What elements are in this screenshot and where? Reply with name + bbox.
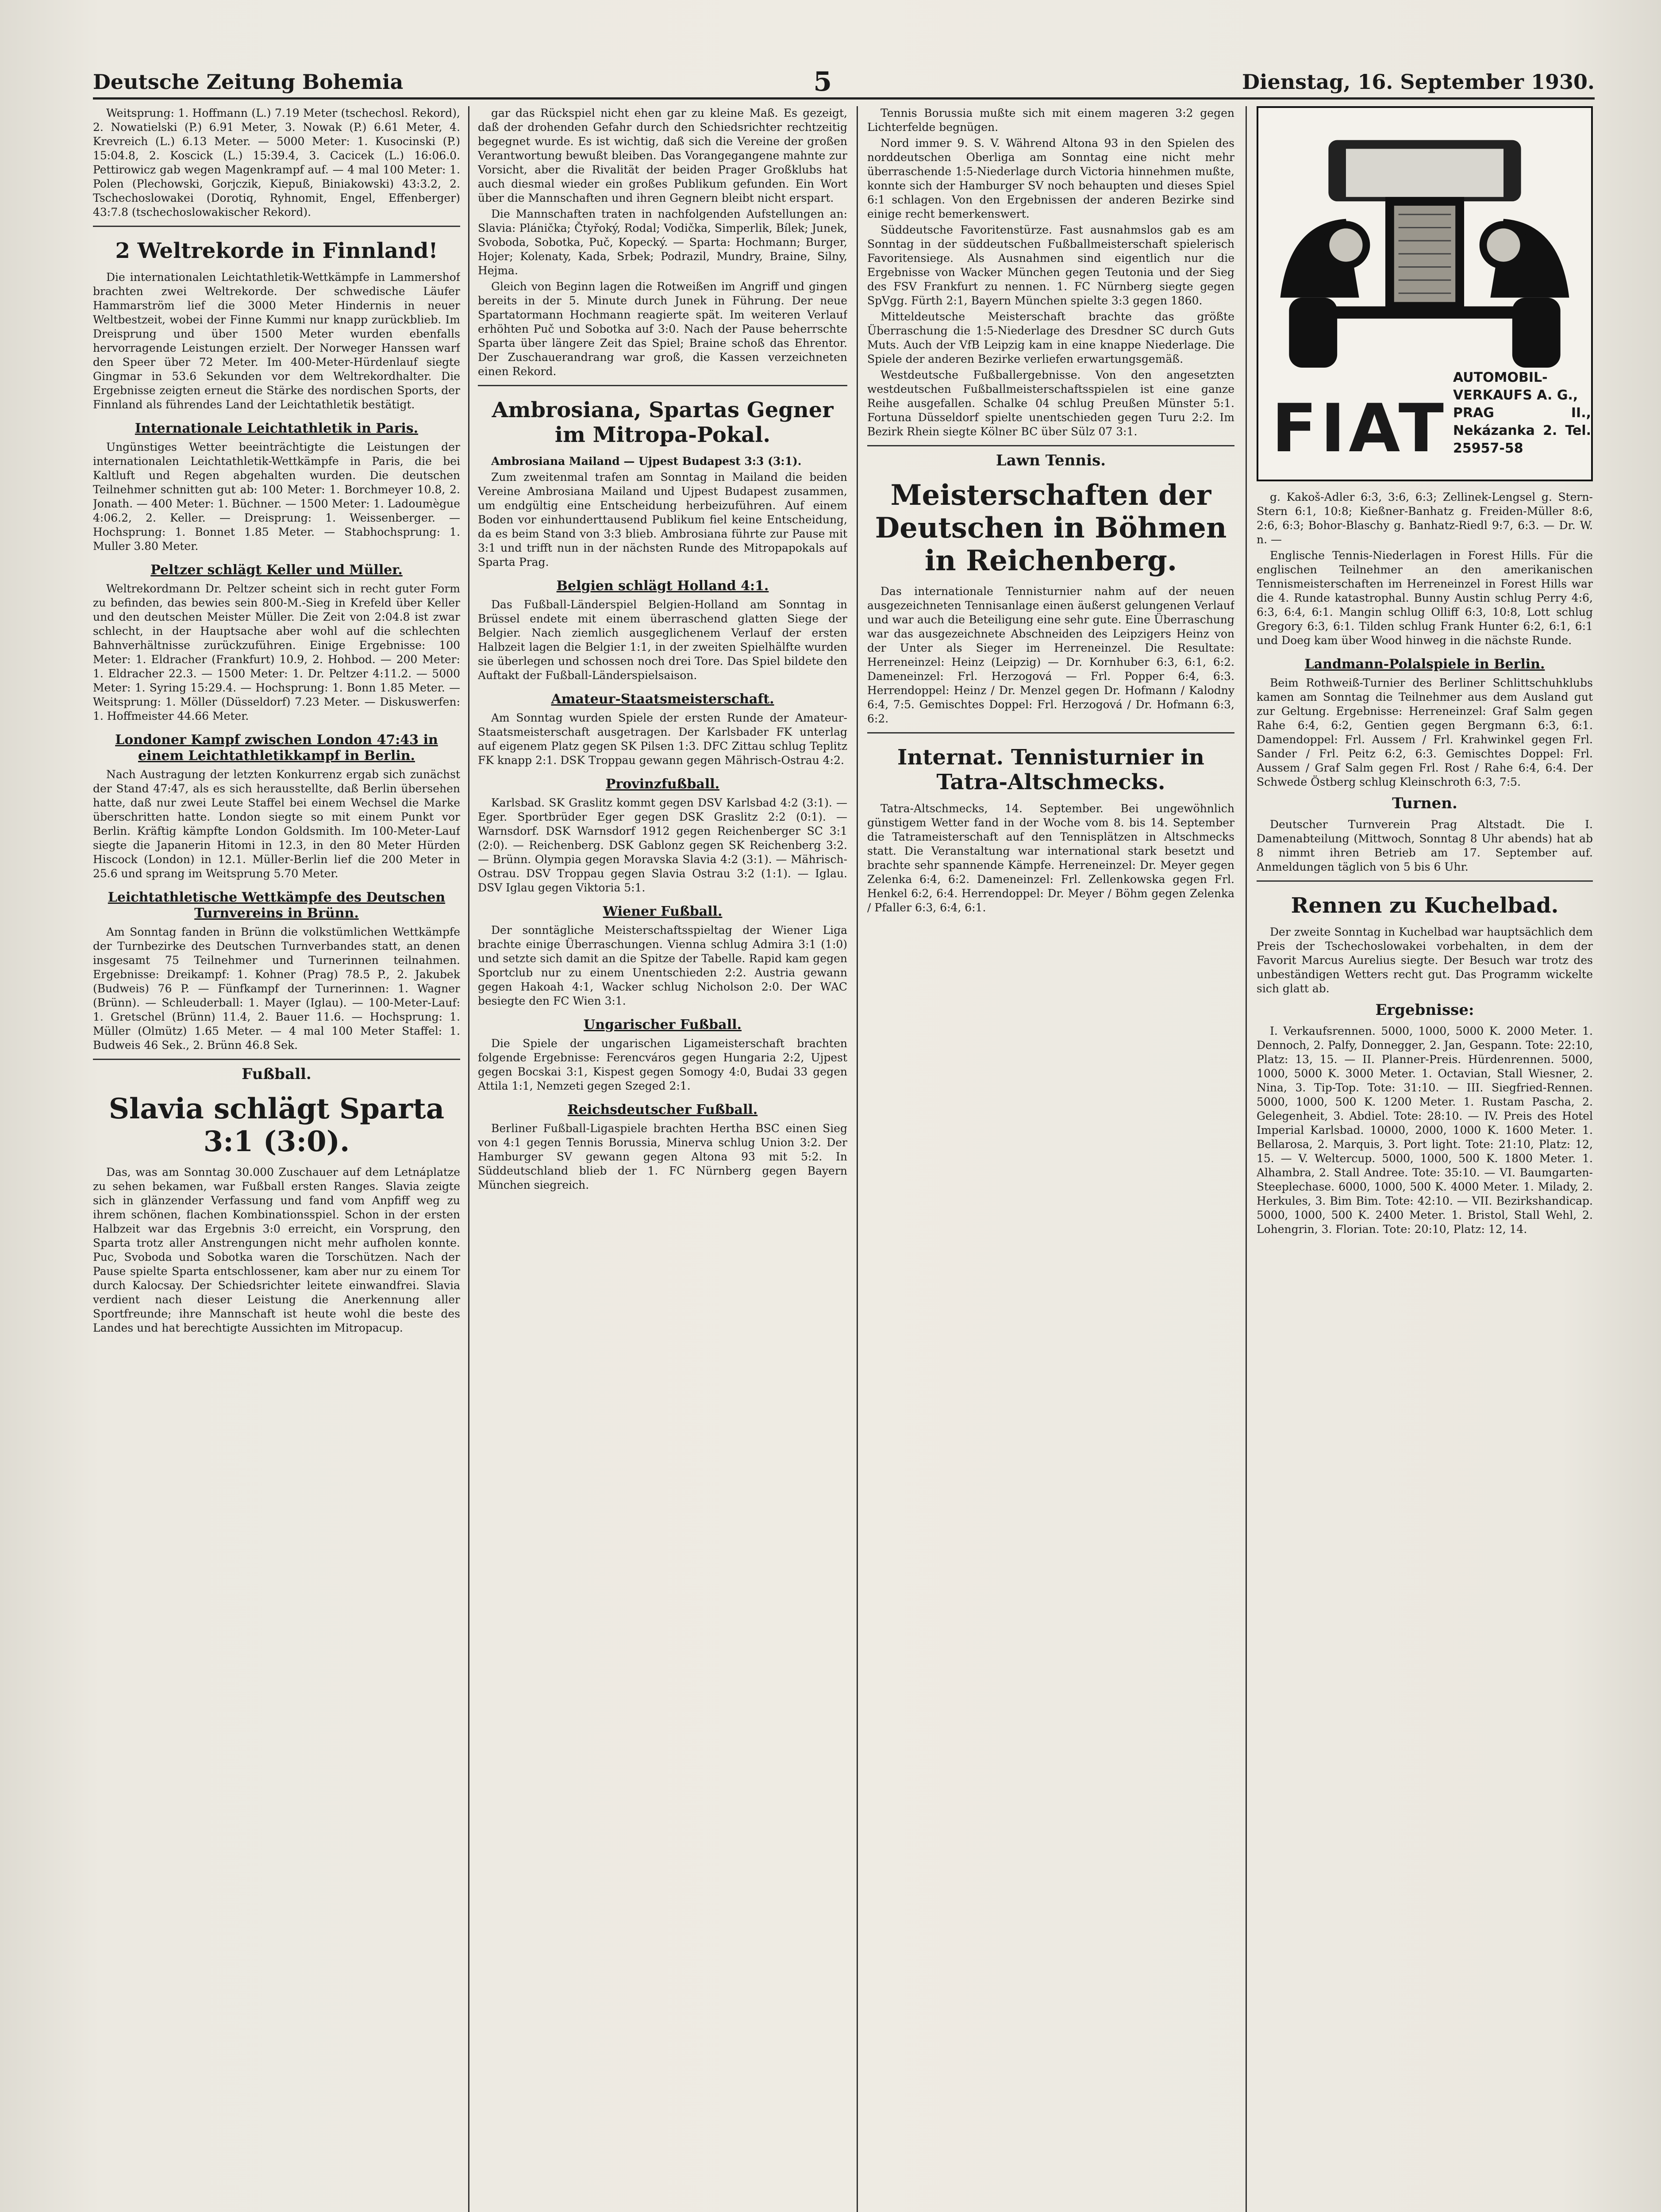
headline-ambrosiana: Ambrosiana, Spartas Gegner im Mitropa-Pokal. [492,398,834,447]
article-text: I. Verkaufsrennen. 5000, 1000, 5000 K. 2000 Meter. 1. Dennoch, 2. Palfy, Donnegger, 2. Jan, Gespann. Tote: 22:10, Platz: 13, 15. — II. Planner-Preis. Hürdenrennen. 5000, 1000, 5000 K. 3000 Meter. 1. Octavian, Stall Wiesner, 2. Nina, 3. Tip-Top. Tote: 31:10. — III. Siegfried-Rennen. 5000, 1000, 500 K. 1200 Meter. 1. Rustam Pascha, 2. Gelegenheit, 3. Abdiel. Tote: 28:10. — IV. Preis des Hotel Imperial Karlsbad. 10000, 2000, 1000 K. 1600 Meter. 1. Bellarosa, 2. Marquis, 3. Port light. Tote: 21:10, Platz: 12, 15. — V. Weltercup. 5000, 1000, 500 K. 1800 Meter. 1. Alhambra, 2. Stall Andree. Tote: 35:10. — VI. Baumgarten-Steeplechase. 6000, 1000, 500 K. 4000 Meter. 1. Milady, 2. Herkules, 3. Bim Bim. Tote: 42:10. — VII. Bezirkshandicap. 5000, 1000, 500 K. 2400 Meter. 1. Bristol, Stall Wehl, 2. Lohengrin, 3. Florian. Tote: 20:10, Platz: 12, 14. [1257,1025,1593,1236]
divider [867,445,1234,446]
article-text: Der sonntägliche Meisterschaftsspieltag der Wiener Liga brachte einige Überraschungen. Vienna schlug Admira 3:1 (1:0) und setzte sich damit an die Spitze der Tabelle. Rapid kam gegen Sportclub nur zu einem Unentschieden 2:2. Austria gewann gegen Hakoah 4:1, Wacker schlug Nicholson 2:0. Der WAC besiegte den FC Wien 3:1. [478,924,847,1007]
article-text: Das internationale Tennisturnier nahm auf der neuen ausgezeichneten Tennisanlage einen äußerst gelungenen Verlauf und war auch die Beteiligung eine sehr gute. Eine Überraschung war das ausgezeichnete Abschneiden des Leipzigers Heinz von der Unter als Sieger im Herreneinzel. Die Resultate: Herreneinzel: Heinz (Leipzig) — Dr. Kornhuber 6:3, 6:1, 6:2. Dameneinzel: Frl. Herzogová — Frl. Popper 6:4, 6:3. Herrendoppel: Heinz / Dr. Menzel gegen Dr. Hofmann / Kalodny 6:4, 7:5. Gemischtes Doppel: Frl. Herzogová / Dr. Hofmann 6:3, 6:2. [867,585,1234,725]
article-text: Das, was am Sonntag 30.000 Zuschauer auf dem Letnáplatze zu sehen bekamen, war Fußball ersten Ranges. Slavia zeigte sich in glänzender Verfassung und fand vom Anpfiff weg zu ihrem schönen, flachen Kombinationsspiel. Schon in der ersten Halbzeit war das Ergebnis 3:0 erreicht, ein Vorsprung, den Sparta trotz aller Anstrengungen nicht mehr aufholen konnte. Puc, Svoboda und Sobotka waren die Torschützen. Nach der Pause spielte Sparta entschlossener, kam aber nur zu einem Tor durch Kalocsay. Der Schiedsrichter leitete einwandfrei. Slavia verdient nach dieser Leistung die Anerkennung aller Sportfreunde; ihre Mannschaft ist heute wohl die beste des Landes und hat berechtigte Aussichten im Mitropacup. [93,1166,460,1334]
article-text: Zum zweitenmal trafen am Sonntag in Mailand die beiden Vereine Ambrosiana Mailand und Ujpest Budapest zusammen, um endgültig eine Entscheidung herbeizuführen. Auf einem Boden vor einhunderttausend Publikum fiel keine Entscheidung, da es beim Stand von 3:3 blieb. Ambrosiana führte zur Pause mit 3:1 und trifft nun in der nächsten Runde des Mitropapokals auf Sparta Prag. [478,471,847,568]
subheadline-hungary: Ungarischer Fußball. [584,1017,742,1033]
subheadline-belgium: Belgien schlägt Holland 4:1. [556,578,769,594]
car-illustration [1263,112,1587,378]
subheadline-keller: Peltzer schlägt Keller und Müller. [150,562,403,578]
headline-finland: 2 Weltrekorde in Finnland! [115,238,438,263]
column-3 [867,106,1234,2212]
subheadline-brunn: Leichtathletische Wettkämpfe des Deutschen Turnvereins in Brünn. [108,890,446,921]
article-text: Ungünstiges Wetter beeinträchtigte die Leistungen der internationalen Leichtathletik-Wettkämpfe in Paris, die bei Kaltluft und Regen abgehalten wurden. Die deutschen Teilnehmer schnitten gut ab: 100 Meter: 1. Borchmeyer 10.8, 2. Jonath. — 400 Meter: 1. Büchner. — 1500 Meter: 1. Ladoumègue 4:06.2, 2. Keller. — Dreisprung: 1. Weissenberger. — Hochsprung: 1. Bonnet 1.85 Meter. — Stabhochsprung: 1. Muller 3.80 Meter. [93,441,460,553]
article-text: Nach Austragung der letzten Konkurrenz ergab sich zunächst der Stand 47:47, als es sich herausstellte, daß Berlin übersehen hatte, daß nur zwei Leute Staffel bei einem Wechsel die Marke überschritten hatte. London siegte so mit einem Punkt vor Berlin. Kräftig kämpfte London Goldsmith. Im 100-Meter-Lauf siegte die Japanerin Hitomi in 12.3, in den 80 Meter Hürden Hiscock (London) in 12.1. Müller-Berlin lief die 200 Meter in 25.6 und sprang im Weitsprung 5.70 Meter. [93,768,460,880]
article-text: Beim Rothweiß-Turnier des Berliner Schlittschuhklubs kamen am Sonntag die Teilnehmer aus dem Ausland gut zur Geltung. Ergebnisse: Herreneinzel: Graf Salm gegen Rahe 6:4, 6:2, Gentien gegen Bergmann 6:3, 6:1. Damendoppel: Frl. Aussem / Frl. Krahwinkel gegen Frl. Sander / Frl. Peitz 6:2, 6:3. Gemischtes Doppel: Frl. Aussem / Graf Salm gegen Frl. Rost / Rahe 6:4, 6:4. Der Schwede Östberg schlug Kleinschroth 6:3, 7:5. [1257,676,1593,788]
column-rule [857,106,858,2212]
subheadline-london: Londoner Kampf zwischen London 47:43 in einem Leichtathletikkampf in Berlin. [115,732,438,764]
article-text: Das Fußball-Länderspiel Belgien-Holland am Sonntag in Brüssel endete mit einem überraschend glatten Siege der Belgier. Nach ziemlich ausgeglichenem Verlauf der ersten Halbzeit lagen die Belgier 1:1, in der zweiten Spielhälfte wurden sie überlegen und schossen noch drei Tore. Das Spiel bildete den Auftakt der Fußball-Länderspielsaison. [478,598,847,682]
article-text: Deutscher Turnverein Prag Altstadt. Die I. Damenabteilung (Mittwoch, Sonntag 8 Uhr abends) hat ab 8 nimmt ihren Betrieb am 17. September auf. Anmeldungen täglich von 5 bis 6 Uhr. [1257,818,1593,873]
divider [93,1059,460,1060]
ad-location: PRAG II., Nekázanka 2. Tel. 25957-58 [1453,405,1591,456]
results-heading: Ergebnisse: [1375,1001,1474,1019]
article-text: Englische Tennis-Niederlagen in Forest Hills. Für die englischen Teilnehmer an den amerikanischen Tennismeisterschaften im Herreneinzel in Forest Hills war die 4. Runde katastrophal. Bunny Austin schlug Perry 4:6, 6:3, 6:4, 6:1. Mangin schlug Olliff 6:3, 10:8, Lott schlug Gregory 6:3, 6:1. Tilden schlug Frank Hunter 6:2, 6:1, 6:1 und Doeg kam über Wood hinweg in die nächste Runde. [1257,549,1593,647]
headline-racing: Rennen zu Kuchelbad. [1291,893,1559,918]
divider [93,226,460,227]
article-text: gar das Rückspiel nicht ehen gar zu kleine Maß. Es gezeigt, daß der drohenden Gefahr durch den Schiedsrichter rechtzeitig begegnet wurde. Es ist wichtig, daß sich die Vereine der großen Verantwortung bewußt bleiben. Das Vorangegangene mahnte zur Vorsicht, aber die Rivalität der beiden Prager Großklubs hat auch diesmal wieder ein großes Publikum gefunden. Ein Wort über die Mannschaften und ihren Gegnern bleibt nicht erspart. [478,107,847,204]
article-text: Westdeutsche Fußballergebnisse. Von den angesetzten westdeutschen Fußballmeisterschaftsspielen ist eine ganze Reihe ausgefallen. Schalke 04 schlug Preußen Münster 5:1. Fortuna Düsseldorf spielte unentschieden gegen Turu 2:2. Im Bezirk Rhein siegte Kölner BC über Sülz 07 3:1. [867,369,1234,438]
divider [1257,880,1593,882]
article-text: Der zweite Sonntag in Kuchelbad war hauptsächlich dem Preis der Tschechoslowakei vorbehalten, in dem der Favorit Marcus Aurelius siegte. Der Besuch war trotz des unbeständigen Wetters recht gut. Das Programm wickelte sich glatt ab. [1257,926,1593,995]
subheadline-paris: Internationale Leichtathletik in Paris. [135,421,419,436]
article-text: Weitsprung: 1. Hoffmann (L.) 7.19 Meter (tschechosl. Rekord), 2. Nowatielski (P.) 6.91 Meter, 3. Nowak (P.) 6.61 Meter, 4. Krevreich (L.) 6.13 Meter. — 5000 Meter: 1. Kusocinski (P.) 15:04.8, 2. Koscick (L.) 15:39.4, 3. Cacicek (L.) 16:06.0. Pettirowicz gab wegen Magenkrampf auf. — 4 mal 100 Meter: 1. Polen (Plechowski, Gorjczik, Kiepuß, Biniakowski) 43:3.2, 2. Tschechoslowakei (Dorotiq, Ryhnomit, Engel, Effenberger) 43:7.8 (tschechoslowakischer Rekord). [93,107,460,219]
article-text: Gleich von Beginn lagen die Rotweißen im Angriff und gingen bereits in der 5. Minute durch Junek in Führung. Der neue Spartatormann Hochmann reagierte spät. Im weiteren Verlauf erhöhten Puč und Sobotka auf 3:0. Nach der Pause beherrschte Sparta über längere Zeit das Spiel; Braine schoß das Ehrentor. Der Zuschauerandrang war groß, die Kassen verzeichneten einen Rekord. [478,280,847,378]
fiat-logo: FIAT [1272,390,1448,467]
column-rule [1246,106,1247,2212]
article-text: Weltrekordmann Dr. Peltzer scheint sich in recht guter Form zu befinden, das bewies sein 800-M.-Sieg in Krefeld über Keller und den deutschen Meister Müller. Die Zeit von 2:04.8 ist zwar schlecht, in der Hauptsache aber wohl auf die schlechten Bahnverhältnisse zurückzuführen. Einige Ergebnisse: 100 Meter: 1. Eldracher (Frankfurt) 10.9, 2. Hohbod. — 200 Meter: 1. Eldracher 22.3. — 1500 Meter: 1. Dr. Peltzer 4:11.2. — 5000 Meter: 1. Syring 15:29.4. — Hochsprung: 1. Bonn 1.85 Meter. — Weitsprung: 1. Möller (Düsseldorf) 7.23 Meter. — Diskuswerfen: 1. Hoffmeister 44.66 Meter. [93,582,460,722]
article-text: Am Sonntag fanden in Brünn die volkstümlichen Wettkämpfe der Turnbezirke des Deutschen Turnverbandes statt, an denen insgesamt 75 Teilnehmer und Turnerinnen teilnahmen. Ergebnisse: Dreikampf: 1. Kohner (Prag) 78.5 P., 2. Jakubek (Budweis) 76 P. — Fünfkampf der Turnerinnen: 1. Wagner (Brünn). — Schleuderball: 1. Mayer (Iglau). — 100-Meter-Lauf: 1. Gretschel (Brünn) 11.4, 2. Bauer 11.6. — Hochsprung: 1. Müller (Olmütz) 1.65 Meter. — 4 mal 100 Meter Staffel: 1. Budweis 46 Sek., 2. Brünn 46.8 Sek. [93,926,460,1052]
article-text: Nord immer 9. S. V. Während Altona 93 in den Spielen des norddeutschen Oberliga am Sonntag eine nicht mehr überraschende 1:5-Niederlage durch Victoria hinnehmen mußte, konnte sich der Hamburger SV noch behaupten und dieses Spiel 6:1 schlagen. Von den Ergebnissen der anderen Bezirke sind einige recht bemerkenswert. [867,137,1234,220]
article-text: Am Sonntag wurden Spiele der ersten Runde der Amateur-Staatsmeisterschaft ausgetragen. Der Karlsbader FK unterlag auf eigenem Platz gegen SK Pilsen 1:3. DFC Zittau schlug Teplitz FK knapp 2:1. DSK Troppau gewann gegen Mährisch-Ostrau 4:2. [478,711,847,767]
subheadline-province: Provinzfußball. [605,776,720,792]
subheadline-vienna: Wiener Fußball. [603,904,723,919]
section-lawn-tennis: Lawn Tennis. [996,452,1106,469]
article-text: Die internationalen Leichtathletik-Wettkämpfe in Lammershof brachten zwei Weltrekorde. Der schwedische Läufer Hammarström lief die 3000 Meter Hindernis in neuer Weltbestzeit, wobei der Finne Kummi nur knapp zurückblieb. Im Dreisprung und über 1500 Meter wurden ebenfalls hervorragende Leistungen erzielt. Der Norweger Hanssen warf den Speer über 72 Meter. Im 400-Meter-Hürdenlauf siegte Gingmar in 53.6 Sekunden vor dem Weltrekordhalter. Die Ergebnisse zeigten erneut die Stärke des nordischen Sports, der Finnland als führendes Land der Leichtathletik bestätigt. [93,271,460,411]
article-text: g. Kakoš-Adler 6:3, 3:6, 6:3; Zellinek-Lengsel g. Stern-Stern 6:1, 10:8; Kießner-Banhatz g. Freiden-Müller 8:6, 2:6, 6:3; Bohor-Blaschy g. Banhatz-Riedl 9:7, 6:3. — Dr. W. n. — [1257,491,1593,546]
match-line: Ambrosiana Mailand — Ujpest Budapest 3:3 (3:1). [491,455,802,468]
divider [867,732,1234,733]
article-text: Süddeutsche Favoritenstürze. Fast ausnahmslos gab es am Sonntag in der süddeutschen Fußballmeisterschaft spielerisch Favoritensiege. Als Ausnahmen sind eigentlich nur die Ergebnisse von Wacker München gegen Teutonia und der Sieg des FSV Frankfurt zu nennen. 1. FC Nürnberg siegte gegen SpVgg. Fürth 2:1, Bayern München spielte 3:3 gegen 1860. [867,223,1234,307]
headline-tatra: Internat. Tennisturnier in Tatra-Altschmecks. [897,745,1204,795]
headline-slavia: Slavia schlägt Sparta 3:1 (3:0). [108,1092,445,1158]
column-1 [93,106,460,2212]
section-gymnastics: Turnen. [1392,795,1457,812]
column-rule [468,106,469,2212]
article-text: Tennis Borussia mußte sich mit einem mageren 3:2 gegen Lichterfelde begnügen. [867,107,1234,134]
issue-date: Dienstag, 16. September 1930. [1242,70,1595,94]
ad-address [1453,369,1591,457]
newspaper-title: Deutsche Zeitung Bohemia [93,70,404,94]
article-text: Die Mannschaften traten in nachfolgenden Aufstellungen an: Slavia: Plánička; Čtyřoký, Rodal; Vodička, Simperlik, Bílek; Junek, Svoboda, Sobotka, Puč, Kopecký. — Sparta: Hochmann; Burger, Hojer; Kolenaty, Kada, Srbek; Podrazil, Mundry, Braine, Silny, Hejma. [478,207,847,277]
article-text: Karlsbad. SK Graslitz kommt gegen DSV Karlsbad 4:2 (3:1). — Eger. Sportbrüder Eger gegen DSK Graslitz 2:2 (0:1). — Warnsdorf. DSK Warnsdorf 1912 gegen Reichenberger SC 3:1 (2:0). — Reichenberg. DSK Gablonz gegen SK Reichenberg 3:2. — Brünn. Olympia gegen Moravska Slavia 4:2 (3:1). — Mährisch-Ostrau. DSV Troppau gegen Slavia Ostrau 3:2 (1:1). — Iglau. DSV Iglau gegen Viktoria 5:1. [478,796,847,894]
ad-company: AUTOMOBIL-VERKAUFS A. G., [1453,370,1578,403]
column-4 [1257,106,1593,2212]
subheadline-polo: Landmann-Polalspiele in Berlin. [1304,657,1545,672]
section-football: Fußball. [242,1065,311,1083]
subheadline-amateur: Amateur-Staatsmeisterschaft. [551,691,774,707]
headline-tennis-reichenberg: Meisterschaften der Deutschen in Böhmen in Reichenberg. [875,479,1227,577]
subheadline-reich: Reichsdeutscher Fußball. [567,1102,758,1118]
page-header [93,66,1595,100]
page-number: 5 [813,66,832,97]
article-text: Die Spiele der ungarischen Ligameisterschaft brachten folgende Ergebnisse: Ferencváros gegen Hungaria 2:2, Ujpest gegen Bocskai 3:1, Kispest gegen Somogy 4:0, Budai 33 gegen Attila 1:1, Nemzeti gegen Szeged 2:1. [478,1037,847,1092]
article-text: Berliner Fußball-Ligaspiele brachten Hertha BSC einen Sieg von 4:1 gegen Tennis Borussia, Minerva schlug Union 3:2. Der Hamburger SV gewann gegen Altona 93 mit 5:2. In Süddeutschland blieb der 1. FC Nürnberg gegen Bayern München siegreich. [478,1122,847,1191]
divider [478,385,847,386]
fiat-advertisement [1257,106,1593,481]
column-2 [478,106,847,2212]
article-text: Tatra-Altschmecks, 14. September. Bei ungewöhnlich günstigem Wetter fand in der Woche vom 8. bis 14. September die Tatrameisterschaft auf den Tennisplätzen in Altschmecks statt. Die Veranstaltung war international stark besetzt und brachte sehr spannende Kämpfe. Herreneinzel: Dr. Meyer gegen Zelenka 6:4, 6:2. Dameneinzel: Frl. Zellenkowska gegen Frl. Henkel 6:2, 6:4. Herrendoppel: Dr. Meyer / Böhm gegen Zelenka / Pfaller 6:3, 6:4, 6:1. [867,802,1234,914]
article-text: Mitteldeutsche Meisterschaft brachte das größte Überraschung die 1:5-Niederlage des Dresdner SC durch Guts Muts. Auch der VfB Leipzig kam in eine knappe Niederlage. Die Spiele der anderen Bezirke verliefen erwartungsgemäß. [867,310,1234,365]
